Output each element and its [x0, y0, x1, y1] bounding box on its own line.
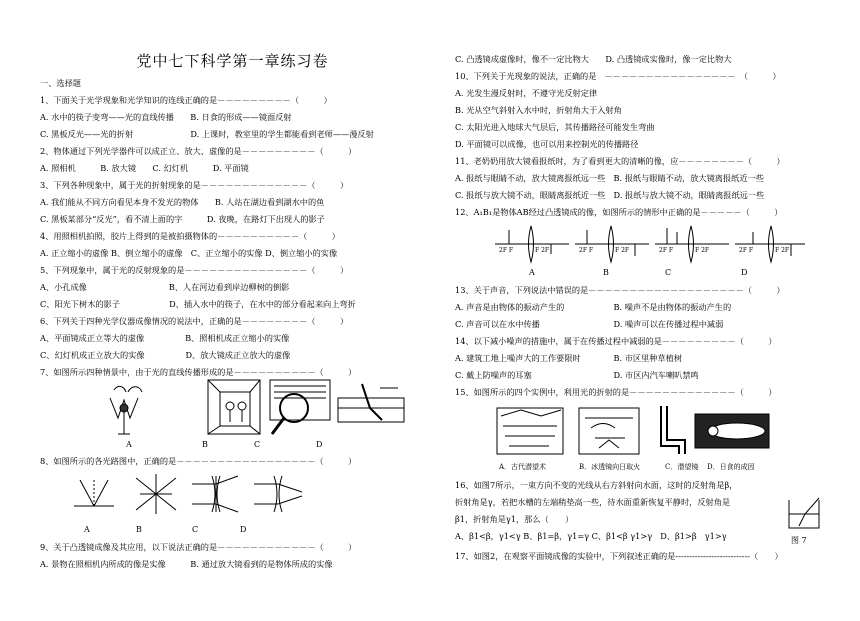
svg-text:F 2F: F 2F: [535, 247, 550, 254]
svg-text:F 2F: F 2F: [695, 247, 710, 254]
question-line: C. 戴上防噪声的耳塞 D. 市区内汽车喇叭禁鸣: [455, 370, 699, 380]
question-line: C. 凸透镜成虚像时，像不一定比物大 D. 凸透镜成实像时，像一定比物大: [455, 54, 732, 64]
question-line: 13、关于声音，下列说法中错误的是－－－－－－－－－－－－－－－－－－－（ ）: [455, 285, 785, 295]
page-title: 党中七下科学第一章练习卷: [136, 52, 329, 70]
question-line: A. 光发生漫反射时，不遵守光反射定律: [455, 88, 598, 98]
question-line: A、β1<β，γ1<γ B、β1=β，γ1=γ C、β1<β γ1>γ D、β1>β γ1>γ: [455, 531, 727, 541]
question-line: C. 黑板某部分“反光”，看不清上面的字 D. 夜晚，在路灯下出现人的影子: [40, 214, 325, 224]
q8-option-label: C: [192, 525, 199, 534]
question-line: 2、物体通过下列光学器件可以成正立、放大、虚像的是－－－－－－－－－（ ）: [40, 146, 357, 156]
question-line: A. 报纸与眼睛不动，放大镜离报纸远一些 B. 报纸与眼睛不动，放大镜离报纸近一些: [455, 173, 764, 183]
q7-option-label: B: [202, 440, 208, 449]
q8-option-label: B: [136, 525, 142, 534]
q8-option-label: A: [84, 525, 90, 534]
question-line: 折射角是γ，若把水槽的左端稍垫高一些，待水面重新恢复平静时，反射角是: [455, 497, 731, 507]
question-line: 6、下列关于四种光学仪器成像情况的说法中，正确的是－－－－－－－－（ ）: [40, 316, 349, 326]
svg-text:2F F: 2F F: [499, 247, 514, 254]
question-line: 9、关于凸透镜成像及其应用，以下说法正确的是－－－－－－－－－－－－（ ）: [40, 542, 357, 552]
section-heading: 一、选择题: [40, 78, 81, 88]
q8-option-label: D: [240, 525, 247, 534]
q15-caption: D．日食的成因: [707, 463, 755, 471]
q15-caption: A．古代潜望术: [499, 463, 547, 471]
question-line: 4、用照相机拍照，胶片上得到的是被拍摄物体的－－－－－－－－－－（ ）: [40, 231, 340, 241]
q15-figure: [495, 402, 775, 458]
question-line: β1，折射角是γ1，那么（ ）: [455, 514, 574, 524]
fig7-label: 图 7: [791, 536, 807, 545]
q7-option-label: A: [126, 440, 132, 449]
svg-text:2F F: 2F F: [739, 247, 754, 254]
q12-option-label: A: [529, 268, 535, 277]
question-line: 3、下列各种现象中，属于光的折射现象的是－－－－－－－－－－－－－（ ）: [40, 180, 349, 190]
svg-text:F 2F: F 2F: [775, 247, 790, 254]
question-line: A. 景物在照相机内所成的像是实像 B. 通过放大镜看到的是物体所成的实像: [40, 559, 333, 569]
question-line: B. 光从空气斜射入水中时，折射角大于入射角: [455, 105, 622, 115]
question-line: 12、A₁B₁是物体AB经过凸透镜成的像，如图所示的情形中正确的是－－－－－（ ）: [455, 207, 783, 217]
question-line: 10、下列关于光现象的说法，正确的是 －－－－－－－－－－－－－－－－ （ ）: [455, 71, 781, 81]
q15-caption: C．潜望镜: [665, 463, 699, 471]
question-line: 7、如图所示四种情景中，由于光的直线传播形成的是－－－－－－－－－－（ ）: [40, 367, 357, 377]
svg-text:2F F: 2F F: [579, 247, 594, 254]
question-line: 1、下面关于光学现象和光学知识的连线正确的是－－－－－－－－－（ ）: [40, 95, 332, 105]
question-line: C. 太阳光进入地球大气层后，其传播路径可能发生弯曲: [455, 122, 655, 132]
question-line: D. 平面镜可以成像，也可以用来控制光的传播路径: [455, 139, 639, 149]
question-line: A、小孔成像 B、人在河边看到岸边柳树的倒影: [40, 282, 290, 292]
q12-figure: [495, 222, 805, 266]
question-line: 11、老奶奶用放大镜看报纸时，为了看到更大的清晰的像，应－－－－－－－－（ ）: [455, 156, 785, 166]
question-line: A. 正立缩小的虚像 B、倒立缩小的虚像 C、正立缩小的实像 D、倒立缩小的实像: [40, 248, 338, 258]
q12-option-label: B: [603, 268, 609, 277]
q12-option-label: D: [741, 268, 748, 277]
q7-figure: [100, 378, 410, 436]
svg-text:2F F: 2F F: [659, 247, 674, 254]
question-line: C、幻灯机成正立放大的实像 D、放大镜成正立放大的虚像: [40, 350, 291, 360]
question-line: 14、以下减小噪声的措施中，属于在传播过程中减弱的是－－－－－－－－－（ ）: [455, 336, 777, 346]
question-line: A. 照相机 B. 放大镜 C. 幻灯机 D. 平面镜: [40, 163, 249, 173]
question-line: A. 我们能从不同方向看见本身不发光的物体 B. 人站在湖边看到湖水中的鱼: [40, 197, 325, 207]
question-line: C、阳光下树木的影子 D、插入水中的筷子，在水中的部分看起来向上弯折: [40, 299, 356, 309]
question-line: 5、下列现象中，属于光的反射现象的是－－－－－－－－－－－－－－－（ ）: [40, 265, 349, 275]
question-line: 8、如图所示的各光路图中，正确的是－－－－－－－－－－－－－－－－－（ ）: [40, 456, 357, 466]
q15-caption: B．冰透镜向日取火: [579, 463, 641, 471]
svg-text:F 2F: F 2F: [615, 247, 630, 254]
question-line: A、平面镜成正立等大的虚像 B、照相机成正立缩小的实像: [40, 333, 290, 343]
question-line: A. 声音是由物体的振动产生的 B. 噪声不是由物体的振动产生的: [455, 302, 732, 312]
question-line: C. 报纸与放大镜不动，眼睛离报纸近一些 D. 报纸与放大镜不动，眼睛离报纸远一些: [455, 190, 765, 200]
question-line: 15、如图所示的四个实例中，利用光的折射的是－－－－－－－－－－－－－（ ）: [455, 387, 777, 397]
q8-figure: [70, 470, 310, 520]
question-line: C. 黑板反光——光的折射 D. 上课时，教室里的学生都能看到老师——漫反射: [40, 129, 374, 139]
q7-option-label: C: [254, 440, 261, 449]
q7-option-label: D: [316, 440, 323, 449]
question-line: A. 建筑工地上噪声大的工作要限时 B. 市区里种草植树: [455, 353, 683, 363]
q12-option-label: C: [665, 268, 672, 277]
question-line: 17、如图2，在观察平面镜成像的实验中，下列叙述正确的是---------------------------（ ）: [455, 551, 783, 561]
question-line: C. 声音可以在水中传播 D. 噪声可以在传播过程中减弱: [455, 319, 724, 329]
question-line: 16、如图7所示，一束方向不变的光线从右方斜射向水面，这时的反射角是β，: [455, 480, 738, 490]
question-line: A. 水中的筷子变弯——光的直线传播 B. 日食的形成——镜面反射: [40, 112, 292, 122]
fig7-figure: [785, 494, 825, 534]
